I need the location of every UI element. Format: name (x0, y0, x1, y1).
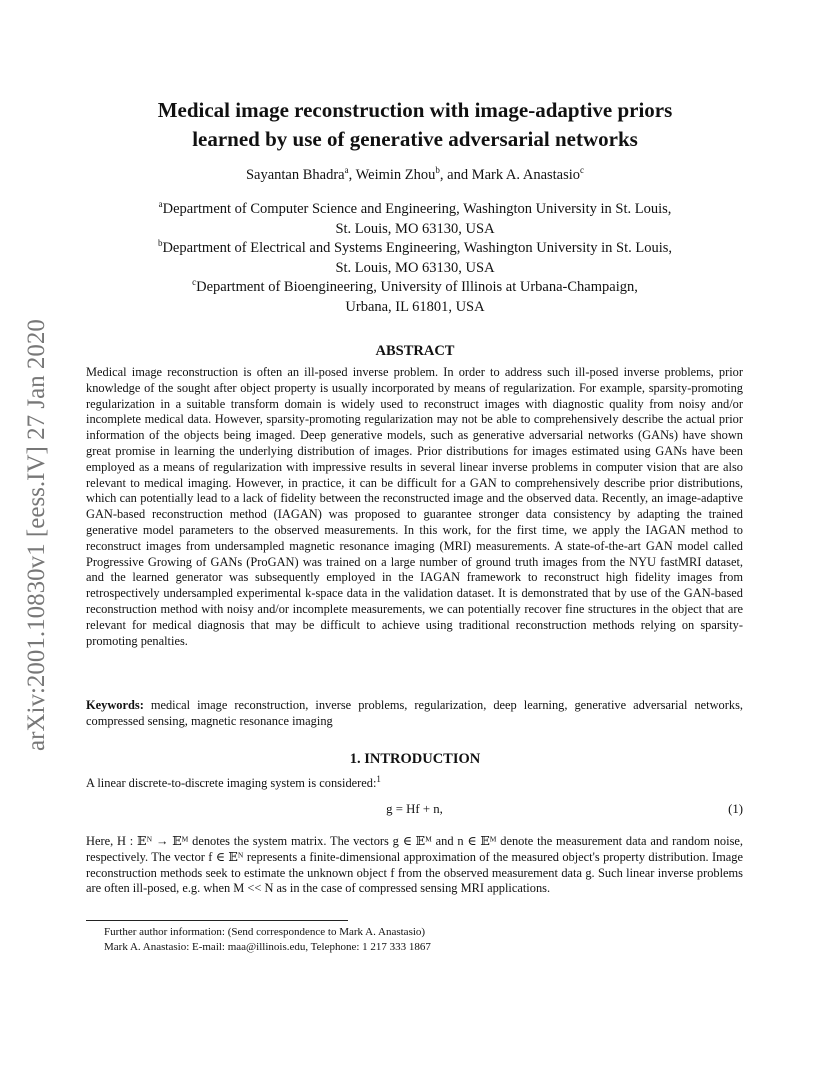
affiliation-marker-2: b (157, 238, 163, 249)
author-name-1: Sayantan Bhadra (245, 167, 345, 183)
affiliation-marker-1: a (158, 199, 163, 210)
introduction-first-line (86, 773, 743, 792)
abstract-body: Medical image reconstruction is often an ill-posed inverse problem. In order to address such ill-posed inverse problems, prior knowledge of the sought after object property is usually incorporated by means of regularization. For example, sparsity-promoting regularization in a suitable transform domain is widely used to reconstruct images with diagnostic quality from noisy and/or incomplete medical data. However, sparsity-promoting regularization may not be able to comprehensively describe the actual prior information of the objects being imaged. Deep generative models, such as generative adversarial networks (GANs) have shown great promise in learning the underlying distribution of images. Prior distributions for images estimated using GANs have been employed as a means of regularization with impressive results in several linear inverse problems in computer vision that are also relevant to medical imaging. However, in practice, it can be difficult for a GAN to comprehensively describe prior distributions, which can potentially lead to a lack of fidelity between the reconstructed image and the observed data. Recently, an image-adaptive GAN-based reconstruction method (IAGAN) was proposed to guarantee stronger data consistency by adapting the trained generative model parameters to the observed measurements. In this work, for the first time, we apply the IAGAN method to reconstruct images from undersampled magnetic resonance imaging (MRI) measurements. A state-of-the-art GAN model called Progressive Growing of GANs (ProGAN) was trained on a large number of ground truth images from the NYU fastMRI dataset, and the learned generator was subsequently employed in the IAGAN framework to reconstruct high fidelity images from retrospectively undersampled experimental k-space data in the validation dataset. It is demonstrated that by use of the GAN-based reconstruction method with noisy and/or incomplete measurements, we can potentially recover fine structures in the object that are relevant for medical diagnosis that may be difficult to achieve using traditional reconstruction methods relying on sparsity-promoting penalties. (86, 365, 743, 648)
abstract-heading: ABSTRACT (375, 343, 455, 359)
affiliation-3-line-2: Urbana, IL 61801, USA (345, 298, 485, 315)
equation-1-body: g = Hf + n, (386, 802, 443, 816)
author-affil-marker-3: c (580, 165, 585, 176)
affiliation-1-line-2: St. Louis, MO 63130, USA (335, 220, 495, 237)
footnote-divider (86, 920, 348, 921)
affiliation-1-line-1: Department of Computer Science and Engineering, Washington University in St. Louis, (162, 201, 672, 217)
author-list (90, 166, 740, 184)
footnote-line-2: Mark A. Anastasio: E-mail: maa@illinois.edu, Telephone: 1 217 333 1867 (104, 941, 431, 953)
author-separator-1: , (348, 167, 356, 183)
footnotes (104, 925, 744, 955)
footnote-line-1: Further author information: (Send correspondence to Mark A. Anastasio) (104, 926, 426, 938)
affiliation-2 (90, 239, 740, 278)
affiliation-list (90, 200, 740, 317)
equation-1-number: (1) (728, 802, 743, 816)
affiliation-3-line-1: Department of Bioengineering, University of Illinois at Urbana-Champaign, (196, 279, 638, 295)
paper-title-line-2: learned by use of generative adversarial networks (192, 127, 638, 151)
author-separator-2: , and (439, 167, 472, 183)
affiliation-1 (90, 200, 740, 239)
introduction-first-line-text: A linear discrete-to-discrete imaging system is considered: (86, 776, 377, 790)
introduction-heading: 1. INTRODUCTION (349, 751, 481, 767)
arxiv-identifier-text: arXiv:2001.10830v1 [eess.IV] 27 Jan 2020 (23, 319, 50, 751)
author-name-2: Weimin Zhou (355, 167, 436, 183)
arxiv-identifier-stamp (12, 290, 62, 780)
introduction-paragraph: Here, H : 𝔼ᴺ → 𝔼ᴹ denotes the system matrix. The vectors g ∈ 𝔼ᴹ and n ∈ 𝔼ᴹ denote the measurement data and random noise, respectively. The vector f ∈ 𝔼ᴺ represents a finite-dimensional approximation of the measured object's property distribution. Image reconstruction methods seek to estimate the unknown object f from the observed measurement data g. Such linear inverse problems are often ill-posed, e.g. when M << N as in the case of compressed sensing MRI applications. (86, 834, 743, 896)
author-name-3: Mark A. Anastasio (471, 167, 581, 183)
author-affil-marker-2: b (435, 165, 440, 176)
equation-1 (86, 802, 743, 822)
affiliation-marker-3: c (192, 277, 197, 288)
affiliation-3 (90, 278, 740, 317)
paper-title (90, 96, 740, 154)
keywords-paragraph (86, 698, 743, 730)
footnote-marker-1: 1 (376, 773, 381, 784)
author-affil-marker-1: a (344, 165, 349, 176)
keywords-label: Keywords: (86, 698, 144, 712)
affiliation-2-line-2: St. Louis, MO 63130, USA (335, 259, 495, 276)
keywords-text: medical image reconstruction, inverse problems, regularization, deep learning, generative adversarial networks, compressed sensing, magnetic resonance imaging (86, 698, 743, 728)
paper-title-line-1: Medical image reconstruction with image-adaptive priors (157, 98, 673, 122)
affiliation-2-line-1: Department of Electrical and Systems Engineering, Washington University in St. Louis, (162, 240, 673, 256)
